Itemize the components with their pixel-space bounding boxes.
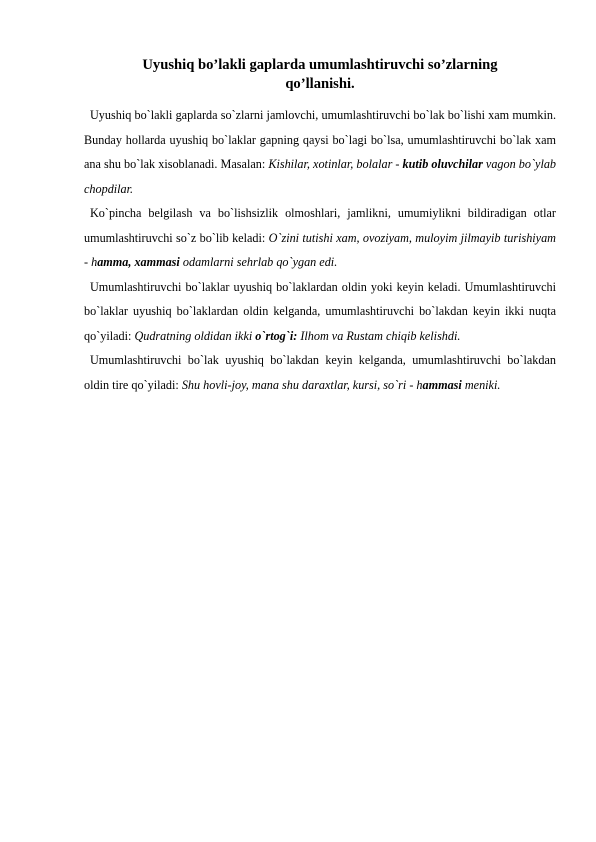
paragraph-4-example: Shu hovli-joy, mana shu daraxtlar, kursi, so`ri - h — [181, 377, 423, 392]
paragraph-2-example: O`zini tutishi xam, ovoziyam, muloyim jilmayib turishiyam - h — [84, 230, 556, 269]
paragraph-1-example: Kishilar, xotinlar, bolalar - — [268, 157, 403, 171]
paragraph-4-example-bold: ammasi — [422, 377, 462, 392]
paragraph-3-example-tail: Ilhom va Rustam chiqib kelishdi. — [297, 328, 461, 343]
paragraph-4-text: Umumlashtiruvchi bo`lak uyushiq bo`lakdan keyin kelganda, umumlashtiruvchi bo`lakdan oldin tire qo`yiladi: — [84, 353, 556, 392]
paragraph-2-example-tail: odamlarni sehrlab qo`ygan edi. — [179, 255, 338, 269]
paragraph-3-example-bold: o`rtog`i: — [255, 328, 298, 343]
paragraph-1-text: Uyushiq bo`lakli gaplarda so`zlarni jamlovchi, umumlashtiruvchi bo`lak bo`lishi xam mumkin. Bunday hollarda uyushiq bo`laklar gapning qaysi bo`lagi bo`lsa, umumlashtiruvchi bo`lak xam ana shu bo`lak xisoblanadi. Masalan: — [84, 108, 556, 171]
paragraph-3 — [84, 275, 556, 349]
paragraph-2-text: Ko`pincha belgilash va bo`lishsizlik olmoshlari, jamlikni, umumiylikni bildiradigan otlar umumlashtiruvchi so`z bo`lib keladi: — [84, 206, 556, 245]
paragraph-2-example-bold: amma, xammasi — [97, 255, 180, 269]
paragraph-4 — [84, 348, 556, 397]
paragraph-1-example-tail: vagon bo`ylab chopdilar. — [84, 157, 557, 196]
title-line-2: qo’llanishi. — [285, 76, 355, 92]
paragraph-1-example-bold: kutib oluvchilar — [402, 157, 483, 171]
paragraph-4-example-tail: meniki. — [461, 377, 501, 392]
document-page — [84, 56, 556, 397]
paragraph-2 — [84, 201, 556, 275]
paragraph-3-text: Umumlashtiruvchi bo`laklar uyushiq bo`laklardan oldin yoki keyin keladi. Umumlashtiruvchi bo`laklar uyushiq bo`laklardan oldin kelganda, umumlashtiruvchi bo`lakdan keyin ikki nuqta qo`yiladi: — [84, 279, 556, 343]
title-line-1: Uyushiq bo’lakli gaplarda umumlashtiruvchi so’zlarning — [142, 57, 498, 73]
paragraph-1 — [84, 103, 556, 201]
document-title — [84, 56, 556, 94]
paragraph-3-example: Qudratning oldidan ikki — [134, 328, 256, 343]
